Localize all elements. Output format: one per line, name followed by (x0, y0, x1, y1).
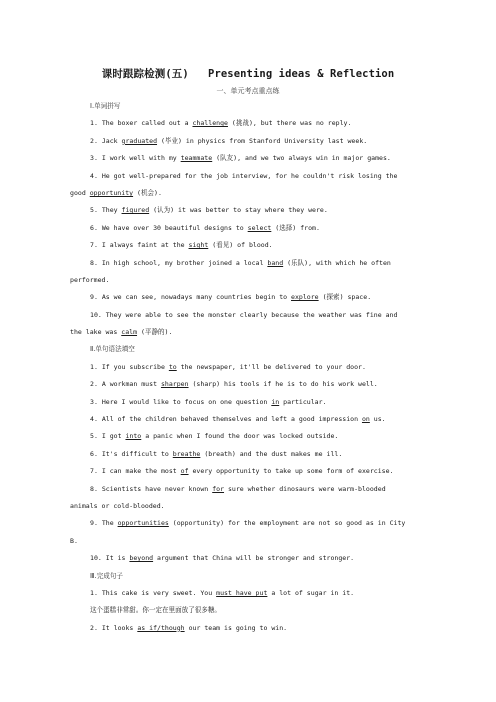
exercise-line: 1. The boxer called out a challenge (挑战), but there was no reply. (90, 119, 352, 128)
exercise-line: 7. I can make the most of every opportunity to take up some form of exercise. (90, 467, 394, 476)
exercise-line: 9. As we can see, nowadays many countries begin to explore (探索) space. (90, 293, 372, 302)
exercise-line: B. (70, 536, 78, 545)
exercise-line: 4. All of the children behaved themselves and left a good impression on us. (90, 415, 386, 424)
section-heading: Ⅱ.单句语法填空 (90, 345, 135, 354)
exercise-line: 9. The opportunities (opportunity) for the employment are not so good as in City (90, 519, 406, 528)
exercise-content (70, 102, 426, 641)
exercise-line: 1. This cake is very sweet. You must have put a lot of sugar in it. (90, 588, 355, 597)
exercise-line: 5. I got into a panic when I found the door was locked outside. (90, 432, 339, 441)
exercise-line: 7. I always faint at the sight (看见) of blood. (90, 241, 273, 250)
exercise-line: 6. We have over 30 beautiful designs to select (选择) from. (90, 223, 320, 232)
exercise-line: animals or cold-blooded. (70, 501, 165, 510)
exercise-line: 8. Scientists have never known for sure whether dinosaurs were warm-blooded (90, 484, 386, 493)
exercise-line: 2. It looks as if/though our team is going to win. (90, 623, 288, 632)
exercise-line: 2. Jack graduated (毕业) in physics from Stanford University last week. (90, 136, 368, 145)
exercise-line: performed. (70, 275, 110, 284)
exercise-line: 1. If you subscribe to the newspaper, it'll be delivered to your door. (90, 362, 366, 371)
exercise-line: 10. They were able to see the monster clearly because the weather was fine and (90, 310, 398, 319)
exercise-line: 5. They figured (认为) it was better to stay where they were. (90, 206, 328, 215)
page-title: 课时跟踪检测(五) Presenting ideas & Reflection (101, 68, 395, 80)
exercise-line: 3. I work well with my teammate (队友), and we two always win in major games. (90, 154, 391, 163)
exercise-line: 3. Here I would like to focus on one question in particular. (90, 397, 327, 406)
section-heading: Ⅰ.单词拼写 (90, 102, 121, 110)
exercise-line: good opportunity (机会). (70, 188, 162, 197)
section-heading: Ⅲ.完成句子 (90, 571, 124, 580)
exercise-line: the lake was calm (平静的). (70, 328, 173, 337)
exercise-line: 2. A workman must sharpen (sharp) his tools if he is to do his work well. (90, 380, 378, 389)
exercise-line: 6. It's difficult to breathe (breath) and the dust makes me ill. (90, 449, 343, 458)
page-subtitle: 一、单元考点重点练 (216, 87, 280, 95)
exercise-line: 10. It is beyond argument that China will be stronger and stronger. (90, 554, 355, 563)
exercise-line: 8. In high school, my brother joined a local band (乐队), with which he often (90, 258, 391, 267)
exercise-line: 4. He got well-prepared for the job interview, for he couldn't risk losing the (90, 171, 398, 180)
translation-line: 这个蛋糕非常甜。你一定在里面放了很多糖。 (90, 606, 221, 615)
